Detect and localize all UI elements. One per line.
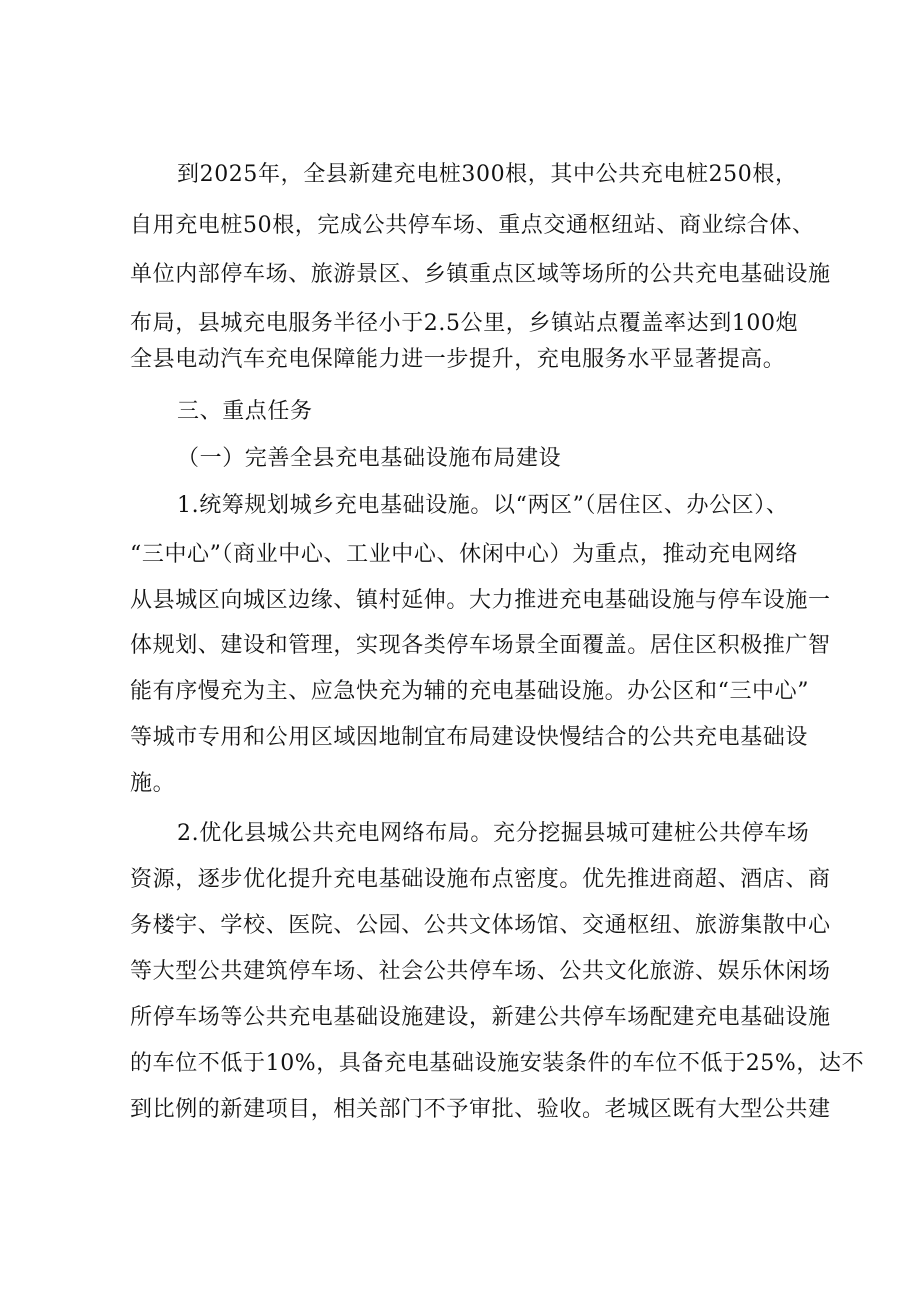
paragraph-line: 到2025年，全县新建充电桩300根，其中公共充电桩250根，	[177, 162, 798, 187]
paragraph-line: 2.优化县城公共充电网络布局。充分挖掘县城可建桩公共停车场	[177, 821, 810, 846]
paragraph-line: 全县电动汽车充电保障能力进一步提升，充电服务水平显著提高。	[130, 347, 786, 372]
paragraph-line: 自用充电桩50根，完成公共停车场、重点交通枢纽站、商业综合体、	[130, 213, 815, 238]
paragraph-line: 资源，逐步优化提升充电基础设施布点密度。优先推进商超、酒店、商	[130, 867, 831, 892]
paragraph-line: 等城市专用和公用区域因地制宜布局建设快慢结合的公共充电基础设	[130, 725, 809, 750]
paragraph-line: 等大型公共建筑停车场、社会公共停车场、公共文化旅游、娱乐休闲场	[130, 959, 831, 984]
paragraph-line: 1.统筹规划城乡充电基础设施。以“两区”（居住区、办公区）、	[177, 493, 789, 518]
paragraph-line: “三中心”（商业中心、工业中心、休闲中心）为重点，推动充电网络	[130, 542, 799, 567]
paragraph-line: 到比例的新建项目，相关部门不予审批、验收。老城区既有大型公共建	[130, 1097, 831, 1122]
paragraph-line: 能有序慢充为主、应急快充为辅的充电基础设施。办公区和“三中心”	[130, 679, 810, 704]
paragraph-line: 务楼宇、学校、医院、公园、公共文体场馆、交通枢纽、旅游集散中心	[130, 913, 831, 938]
paragraph-line: 从县城区向城区边缘、镇村延伸。大力推进充电基础设施与停车设施一	[130, 588, 831, 613]
section-heading: 三、重点任务	[177, 399, 313, 424]
paragraph-line: 的车位不低于10%，具备充电基础设施安装条件的车位不低于25%，达不	[130, 1051, 865, 1076]
paragraph-line: 体规划、建设和管理，实现各类停车场景全面覆盖。居住区积极推广智	[130, 633, 831, 658]
paragraph-line: 单位内部停车场、旅游景区、乡镇重点区域等场所的公共充电基础设施	[130, 262, 831, 287]
paragraph-line: 所停车场等公共充电基础设施建设，新建公共停车场配建充电基础设施	[130, 1005, 831, 1030]
subsection-heading: （一）完善全县充电基础设施布局建设	[177, 446, 562, 471]
paragraph-line: 布局，县城充电服务半径小于2.5公里，乡镇站点覆盖率达到100炮	[130, 311, 799, 336]
paragraph-line: 施。	[130, 771, 176, 796]
